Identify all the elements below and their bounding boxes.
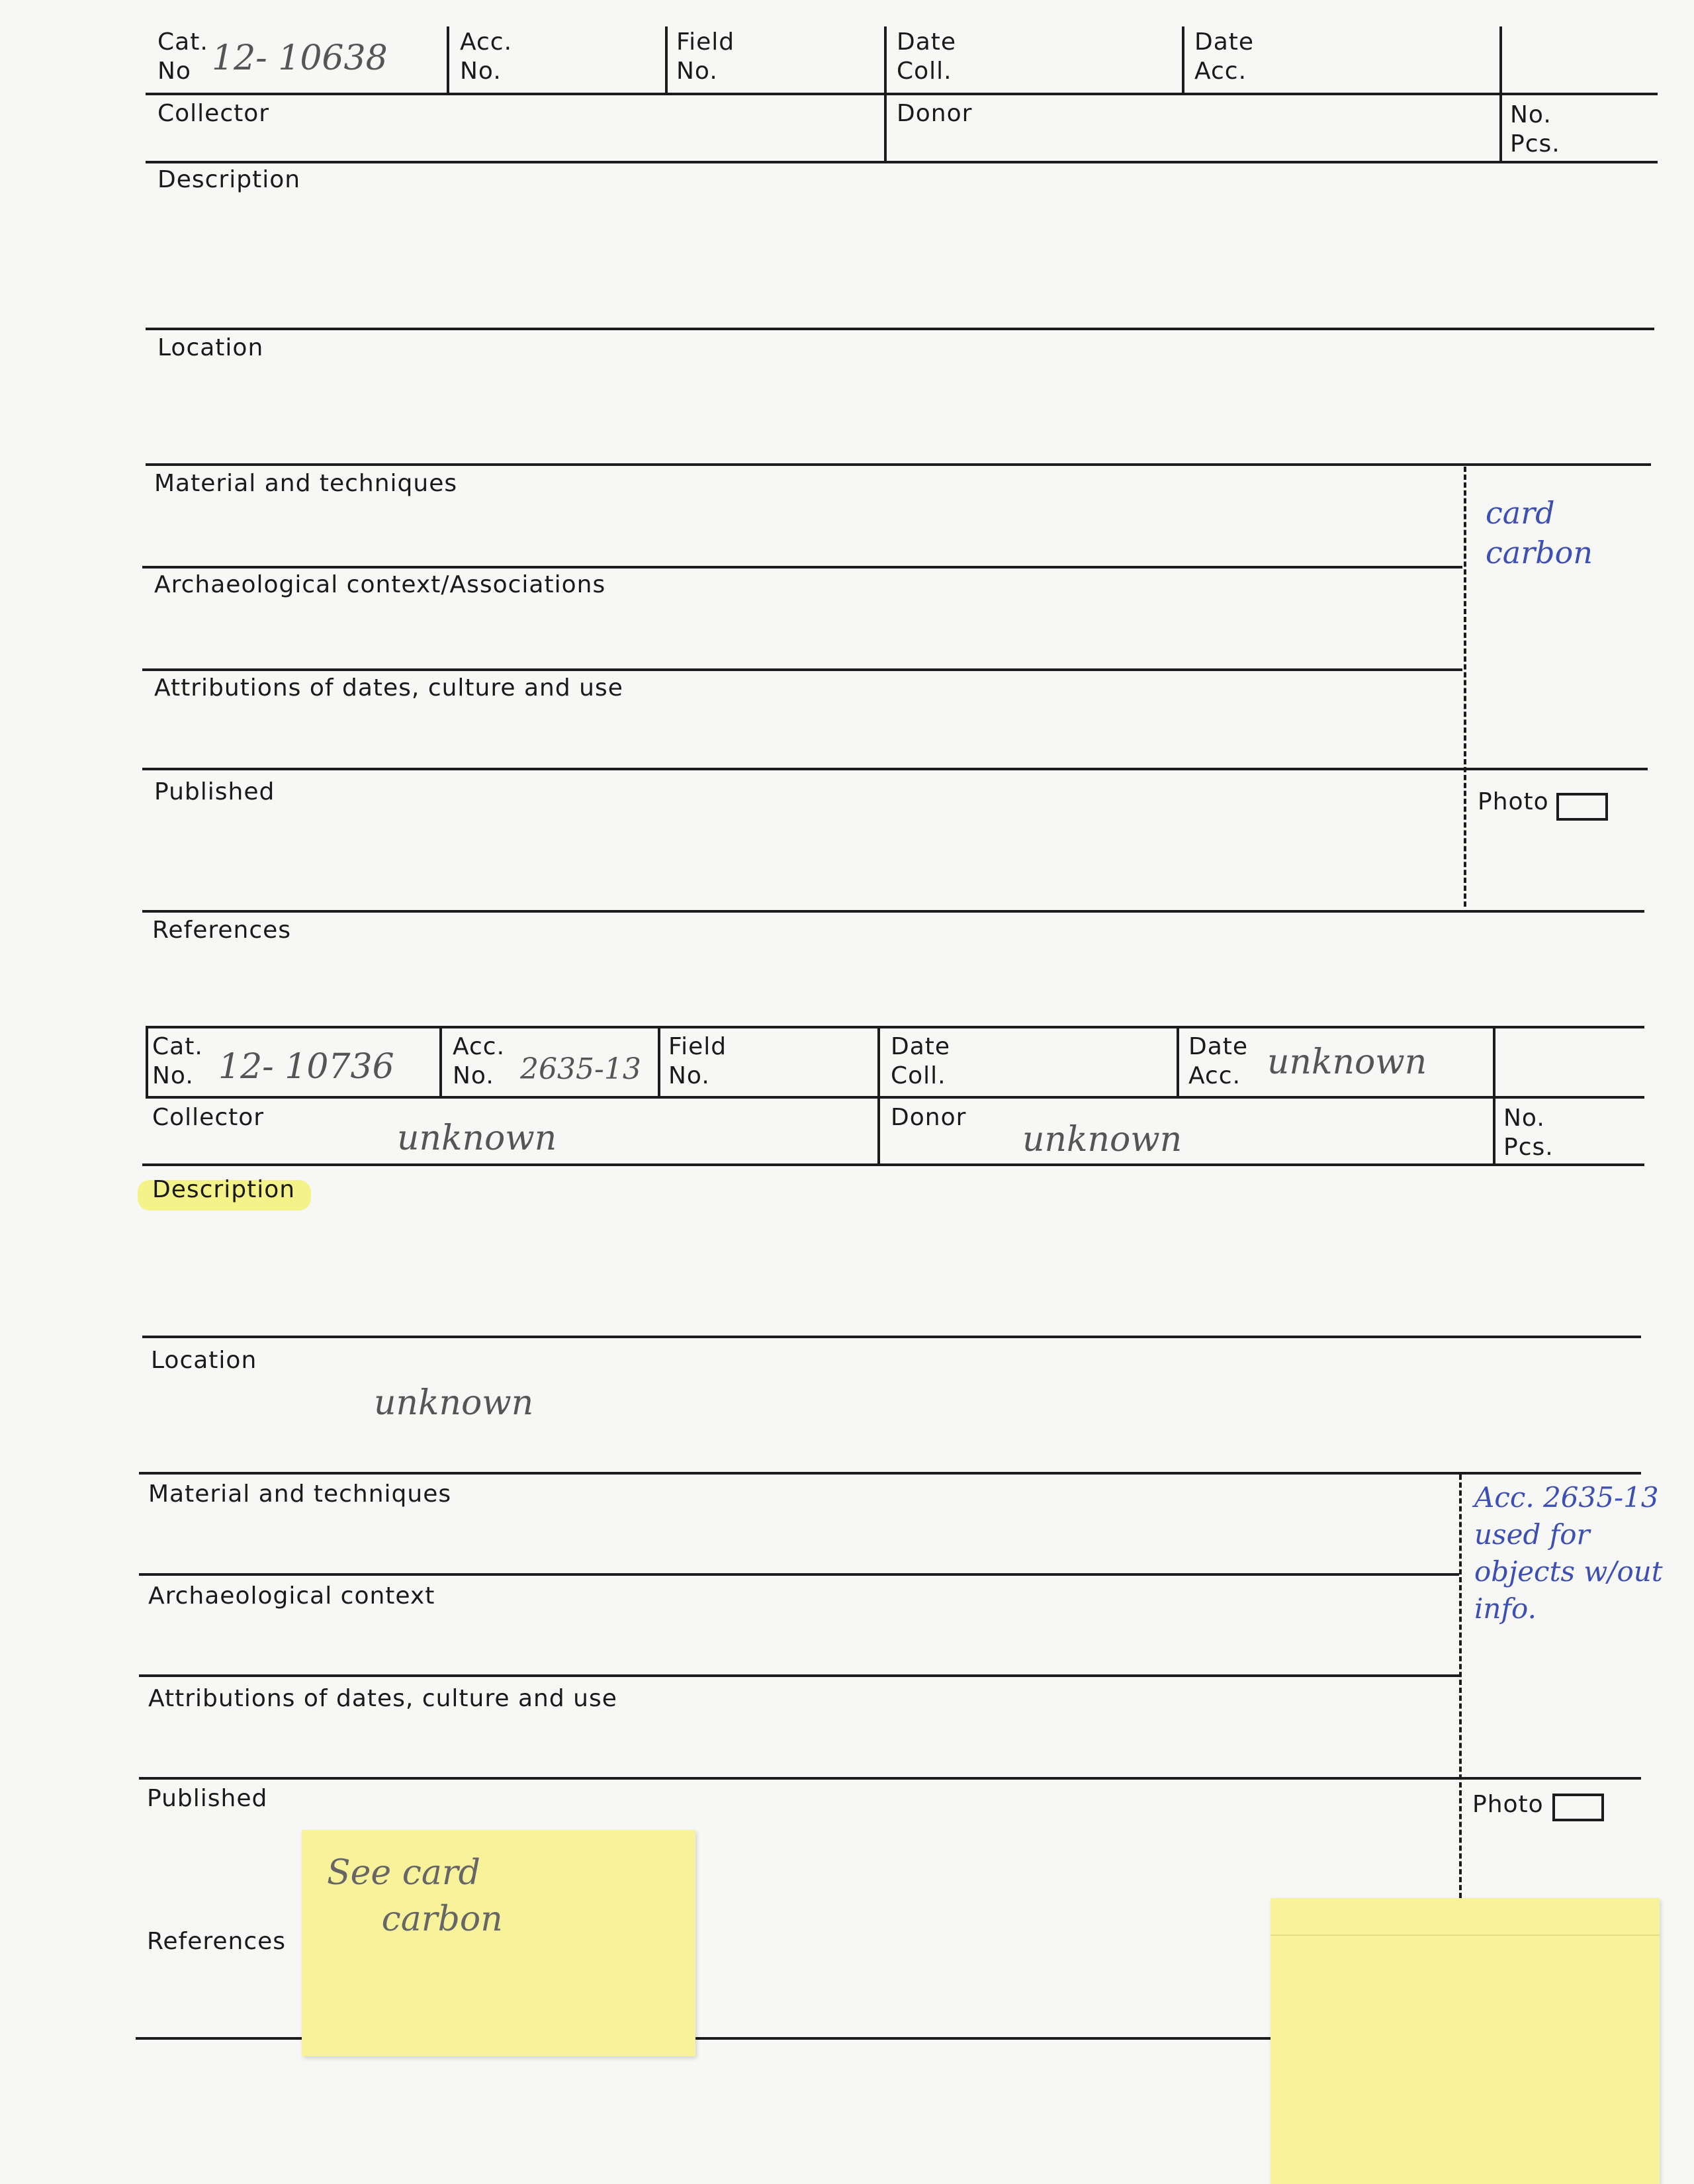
cat-no-value: 12- 10736 [218,1047,394,1087]
location-value: unknown [374,1383,534,1423]
published-label: Published [154,778,275,805]
side-note: Acc. 2635-13 used for objects w/out info. [1474,1481,1663,1625]
location-label: Location [157,334,264,361]
donor-value: unknown [1022,1120,1182,1160]
published-label: Published [147,1785,268,1812]
divider [139,1573,1459,1576]
sticky-note-blank [1270,1898,1660,2184]
field-no-label: Field No. [668,1033,727,1089]
acc-no-label: Acc. No. [453,1033,506,1089]
donor-label: Donor [891,1104,967,1131]
side-note: card carbon [1486,495,1593,570]
attributions-label: Attributions of dates, culture and use [154,674,623,702]
location-label: Location [151,1347,257,1374]
donor-label: Donor [897,100,973,127]
photo-label: Photo [1472,1791,1544,1818]
photo-checkbox[interactable] [1552,1794,1604,1821]
no-pcs-label: No. Pcs. [1503,1105,1554,1161]
divider [139,1472,1641,1475]
divider [146,1096,1644,1099]
divider [447,26,449,93]
date-acc-label: Date Acc. [1188,1033,1249,1089]
photo-label: Photo [1478,788,1549,815]
sticky-note [302,1830,695,2056]
divider [139,1777,1641,1780]
divider [142,566,1462,569]
cat-no-value: 12- 10638 [212,38,388,78]
attributions-label: Attributions of dates, culture and use [148,1685,617,1712]
divider [665,26,668,93]
divider [658,1026,660,1099]
divider [1182,26,1184,93]
acc-no-label: Acc. No. [460,28,513,85]
cat-no-label: Cat. No [157,28,208,85]
divider [439,1026,442,1099]
context-label: Archaeological context/Associations [154,571,606,598]
description-label: Description [152,1176,296,1203]
divider [142,668,1462,671]
divider [146,93,1658,95]
divider [146,463,1651,466]
sticky-note-text: See card carbon [327,1853,503,1939]
collector-label: Collector [152,1104,265,1131]
date-acc-value: unknown [1267,1042,1427,1082]
divider [146,1026,1644,1028]
material-label: Material and techniques [154,470,458,497]
divider [146,1026,148,1099]
material-label: Material and techniques [148,1480,452,1508]
divider [1177,1026,1179,1099]
dashed-divider [1464,467,1466,907]
divider [142,1336,1641,1338]
acc-no-value: 2635-13 [520,1052,641,1086]
context-label: Archaeological context [148,1582,435,1610]
sticky-fold [1270,1934,1660,1936]
divider [142,1163,1644,1166]
collector-label: Collector [157,100,270,127]
no-pcs-label: No. Pcs. [1510,101,1560,158]
date-coll-label: Date Coll. [897,28,957,85]
field-no-label: Field No. [676,28,735,85]
description-label: Description [157,166,301,193]
date-coll-label: Date Coll. [891,1033,951,1089]
dashed-divider [1459,1475,1462,1898]
references-label: References [147,1928,287,1955]
divider [146,161,1658,163]
date-acc-label: Date Acc. [1194,28,1255,85]
divider [146,328,1654,330]
divider [142,910,1644,913]
cat-no-label: Cat. No. [152,1033,203,1089]
divider [142,768,1648,770]
photo-checkbox[interactable] [1556,793,1608,821]
references-label: References [152,917,292,944]
divider [139,1674,1459,1677]
collector-value: unknown [397,1118,557,1158]
